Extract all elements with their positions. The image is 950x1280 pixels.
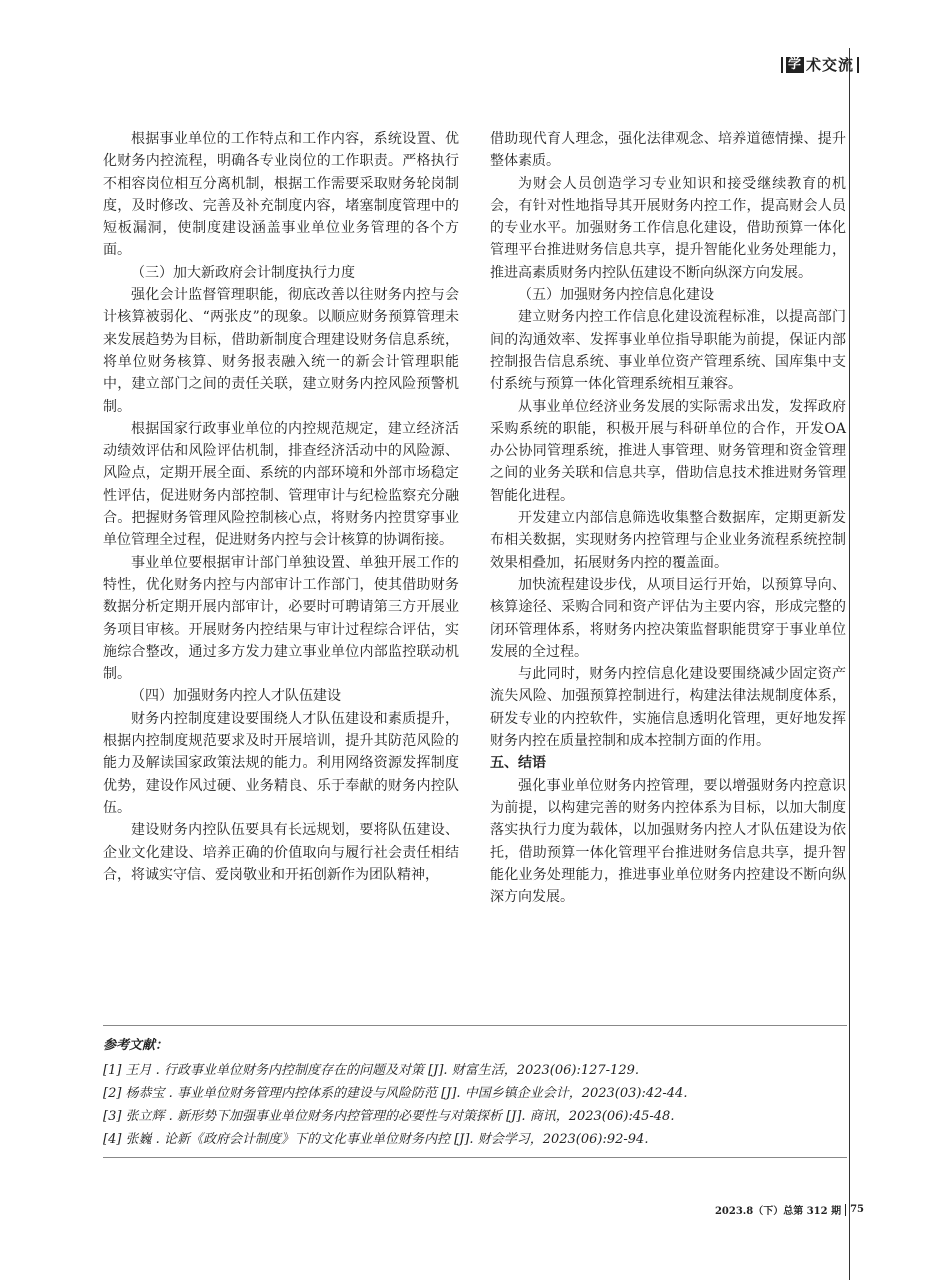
page-footer [715, 1202, 864, 1217]
paragraph: 开发建立内部信息筛选收集整合数据库，定期更新发布相关数据，实现财务内控管理与企业业务流程系统控制效果相叠加，拓展财务内控的覆盖面。 [490, 510, 846, 571]
subsection-heading: （三）加大新政府会计制度执行力度 [131, 264, 355, 281]
paragraph: 从事业单位经济业务发展的实际需求出发，发挥政府采购系统的职能，积极开展与科研单位的合作，开发OA办公协同管理系统，推进人事管理、财务管理和资金管理之间的业务关联和信息共享，借助信息技术推进财务管理智能化进程。 [490, 398, 846, 504]
paragraph: 建立财务内控工作信息化建设流程标准，以提高部门间的沟通效率、发挥事业单位指导职能为前提，保证内部控制报告信息系统、事业单位资产管理系统、国库集中支付系统与预算一体化管理系统相互兼容。 [490, 309, 846, 393]
header-title: 术交流 [805, 56, 854, 74]
paragraph: 根据国家行政事业单位的内控规范规定，建立经济活动绩效评估和风险评估机制，排查经济活动中的风险源、风险点，定期开展全面、系统的内部环境和外部市场稳定性评估，促进财务内部控制、管理审计与纪检监察充分融合。把握财务管理风险控制核心点，将财务内控贯穿事业单位管理全过程，促进财务内控与会计核算的协调衔接。 [103, 420, 459, 549]
section-heading: 五、结语 [490, 755, 546, 772]
section-header [778, 54, 862, 75]
paragraph: 与此同时，财务内控信息化建设要围绕减少固定资产流失风险、加强预算控制进行，构建法律法规制度体系，研发专业的内控软件，实施信息透明化管理，更好地发挥财务内控在质量控制和成本控制方面的作用。 [490, 666, 846, 750]
references-title: 参考文献： [103, 1038, 169, 1053]
issue-info: 2023.8（下）总第 312 期 [714, 1206, 842, 1217]
reference-item: [4] 张巍 . 论新《政府会计制度》下的文化事业单位财务内控 [J]. 财会学习，2023(06):92-94. [103, 1132, 649, 1147]
subsection-heading: （四）加强财务内控人才队伍建设 [131, 688, 341, 705]
header-badge: 学 [787, 56, 802, 72]
header-bar-left [781, 57, 783, 73]
reference-item: [1] 王月 . 行政事业单位财务内控制度存在的问题及对策 [J]. 财富生活，2023(06):127-129. [103, 1063, 639, 1078]
paragraph: 为财会人员创造学习专业知识和接受继续教育的机会，有针对性地指导其开展财务内控工作，提高财会人员的专业水平。加强财务工作信息化建设，借助预算一体化管理平台推进财务信息共享，提升智能化业务处理能力，推进高素质财务内控队伍建设不断向纵深方向发展。 [490, 175, 846, 281]
paragraph: 建设财务内控队伍要具有长远规划，要将队伍建设、企业文化建设、培养正确的价值取向与履行社会责任相结合，将诚实守信、爱岗敬业和开拓创新作为团队精神， [103, 822, 459, 883]
footer-divider [845, 1204, 846, 1216]
paragraph: 财务内控制度建设要围绕人才队伍建设和素质提升，根据内控制度规范要求及时开展培训，提升其防范风险的能力及解读国家政策法规的能力。利用网络资源发挥制度优势，建设作风过硬、业务精良、乐于奉献的财务内控队伍。 [103, 710, 459, 816]
subsection-heading: （五）加强财务内控信息化建设 [518, 287, 714, 304]
page-number: 75 [850, 1204, 864, 1215]
reference-list [103, 1059, 847, 1151]
reference-item: [2] 杨恭宝 . 事业单位财务管理内控体系的建设与风险防范 [J]. 中国乡镇企业会计，2023(03):42-44. [103, 1086, 688, 1101]
paragraph: 根据事业单位的工作特点和工作内容，系统设置、优化财务内控流程，明确各专业岗位的工作职责。严格执行不相容岗位相互分离机制，根据工作需要采取财务轮岗制度，及时修改、完善及补充制度内容，堵塞制度管理中的短板漏洞，使制度建设涵盖事业单位业务管理的各个方面。 [103, 131, 459, 259]
left-column [103, 128, 459, 886]
vertical-rule [849, 48, 850, 1280]
paragraph: 强化会计监督管理职能，彻底改善以往财务内控与会计核算被弱化、“两张皮”的现象。以顺应财务预算管理未来发展趋势为目标，借助新制度合理建设财务信息系统，将单位财务核算、财务报表融入统一的新会计管理职能中，建立部门之间的责任关联，建立财务内控风险预警机制。 [103, 287, 459, 415]
paragraph: 强化事业单位财务内控管理，要以增强财务内控意识为前提，以构建完善的财务内控体系为目标，以加大制度落实执行力度为载体，以加强财务内控人才队伍建设为依托，借助预算一体化管理平台推进财务信息共享，提升智能化业务处理能力，推进事业单位财务内控建设不断向纵深方向发展。 [490, 777, 846, 906]
paragraph: 借助现代育人理念，强化法律观念、培养道德情操、提升整体素质。 [490, 131, 846, 170]
right-column [490, 128, 846, 908]
paragraph: 加快流程建设步伐，从项目运行开始，以预算导向、核算途径、采购合同和资产评估为主要内容，形成完整的闭环管理体系，将财务内控决策监督职能贯穿于事业单位发展的全过程。 [490, 576, 846, 660]
reference-item: [3] 张立辉 . 新形势下加强事业单位财务内控管理的必要性与对策探析 [J]. 商讯，2023(06):45-48. [103, 1109, 675, 1124]
paragraph: 事业单位要根据审计部门单独设置、单独开展工作的特性，优化财务内控与内部审计工作部门，使其借助财务数据分析定期开展内部审计，必要时可聘请第三方开展业务项目审核。开展财务内控结果与审计过程综合评估，实施综合整改，通过多方发力建立事业单位内部监控联动机制。 [103, 554, 459, 683]
header-bar-right [857, 57, 859, 73]
references [103, 1025, 847, 1158]
